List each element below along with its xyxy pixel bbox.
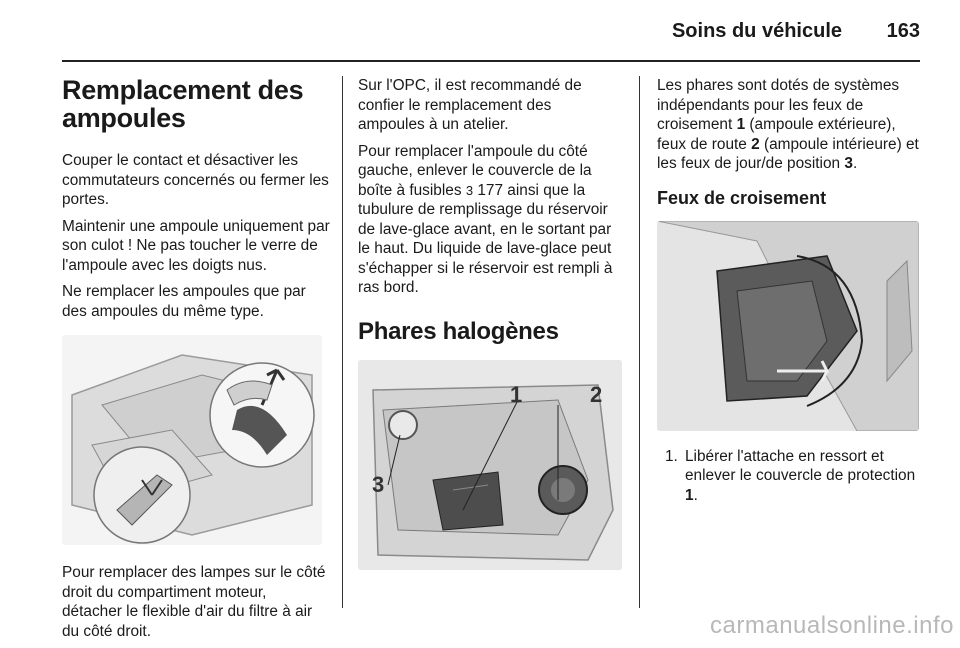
- engine-bay-illustration: [62, 335, 322, 545]
- heading-phares-halogenes: Phares halogènes: [358, 317, 559, 345]
- column-divider-2: [639, 76, 640, 608]
- column-1: [62, 76, 330, 648]
- page-number: 163: [886, 20, 920, 42]
- reference-arrow-icon: 3: [465, 182, 474, 198]
- fig-label-2: 2: [590, 381, 603, 407]
- watermark: carmanualsonline.info: [710, 612, 954, 639]
- paragraph-cote-droit: Pour remplacer des lampes sur le côté droit du compartiment moteur, détacher le flexible d'air du filtre à air du côté droit.: [62, 564, 326, 640]
- column-2: [358, 76, 622, 570]
- column-3: [657, 76, 922, 505]
- paragraph-systemes: Les phares sont dotés de systèmes indépendants pour les feux de croisement 1 (ampoule extérieure), feux de route 2 (ampoule intérieure) et les feux de jour/de position 3.: [657, 77, 919, 172]
- paragraph-contact: Couper le contact et désactiver les commutateurs concernés ou fermer les portes.: [62, 152, 329, 208]
- section-title: Soins du véhicule: [671, 20, 842, 42]
- instruction-steps: [657, 447, 922, 506]
- page-reference[interactable]: 177: [477, 181, 504, 199]
- heading-feux-croisement: Feux de croisement: [657, 187, 827, 208]
- paragraph-cote-gauche: Pour remplacer l'ampoule du côté gauche, enlever le couvercle de la boîte à fusibles 3 177 ainsi que la tubulure de remplissage du réservoir de lave-glace avant, en le sortant par le haut. Du liquide de lave-glace peut s'échapper si le réservoir est rempli à ras bord.: [358, 142, 613, 296]
- column-divider-1: [342, 76, 343, 608]
- protective-cover-illustration: [657, 221, 919, 431]
- paragraph-type: Ne remplacer les ampoules que par des ampoules du même type.: [62, 283, 306, 320]
- page-header: [0, 18, 960, 48]
- header-rule: [62, 60, 920, 62]
- step-1: 1. Libérer l'attache en ressort et enlever le couvercle de protection 1.: [665, 447, 916, 504]
- heading-remplacement: Remplacement des ampoules: [62, 75, 304, 133]
- fig-label-3: 3: [372, 471, 385, 497]
- headlamp-illustration: [358, 360, 622, 570]
- fig-label-1: 1: [510, 381, 523, 407]
- paragraph-opc: Sur l'OPC, il est recommandé de confier le remplacement des ampoules à un atelier.: [358, 77, 582, 133]
- paragraph-maintenir: Maintenir une ampoule uniquement par son culot ! Ne pas toucher le verre de l'ampoule avec les doigts nus.: [62, 217, 330, 274]
